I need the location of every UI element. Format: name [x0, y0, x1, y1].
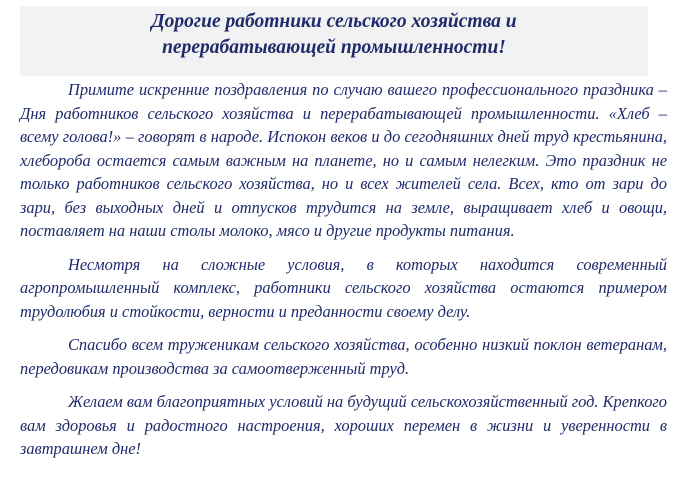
page-title	[20, 6, 648, 61]
title-line-1: Дорогие работники сельского хозяйства и	[151, 11, 517, 32]
letter-body	[20, 78, 667, 461]
paragraph-congratulations: Примите искренние поздравления по случаю вашего профессионального праздника – Дня работников сельского хозяйства и перерабатывающей промышленности. «Хлеб – всему голова!» – говорят в народе. Испокон веков и до сегодняшних дней труд крестьянина, хлебороба остается самым важным на планете, но и самым нелегким. Это праздник не только работников сельского хозяйства, но и всех жителей села. Всех, кто от зари до зари, без выходных дней и отпусков трудится на земле, выращивает хлеб и овощи, поставляет на наши столы молоко, мясо и другие продукты питания.	[20, 80, 667, 240]
title-line-2: перерабатывающей промышленности!	[162, 37, 506, 58]
paragraph-wishes: Желаем вам благоприятных условий на будущий сельскохозяйственный год. Крепкого вам здоровья и радостного настроения, хороших перемен в жизни и уверенности в завтрашнем дне!	[20, 392, 667, 458]
paragraph-conditions: Несмотря на сложные условия, в которых находится современный агропромышленный комплекс, работники сельского хозяйства остаются примером трудолюбия и стойкости, верности и преданности своему делу.	[20, 254, 667, 321]
heading-panel	[20, 6, 648, 76]
paragraph-thanks: Спасибо всем труженикам сельского хозяйства, особенно низкий поклон ветеранам, передовикам производства за самоотверженный труд.	[20, 335, 667, 378]
